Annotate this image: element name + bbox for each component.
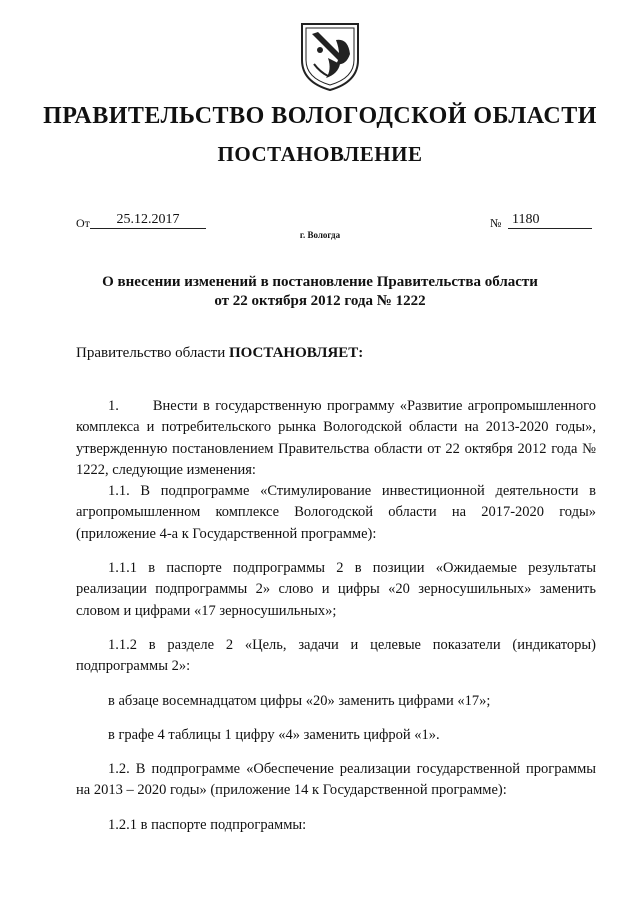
paragraph-1-text: Внести в государственную программу «Развитие агропромышленного комплекса и потребительского рынка Вологодской области на 2013-2020 годы», утвержденную постановлением Правительства области от 22 октября 2012 года № 1222, следующие изменения: xyxy=(76,398,596,478)
paragraph-eighteenth: в абзаце восемнадцатом цифры «20» заменить цифрами «17»; xyxy=(108,692,491,709)
paragraph-1-1-1: 1.1.1 в паспорте подпрограммы 2 в позиции «Ожидаемые результаты реализации подпрограммы 2» слово и цифры «20 зерносушильных» заменить словом и цифрами «17 зерносушильных»; xyxy=(76,560,596,619)
resolves-word: ПОСТАНОВЛЯЕТ: xyxy=(228,345,364,361)
coat-of-arms-icon xyxy=(298,20,362,92)
resolves-line xyxy=(76,345,363,362)
document-title-line2: от 22 октября 2012 года № 1222 xyxy=(214,293,426,309)
document-date: 25.12.2017 xyxy=(90,212,206,229)
resolves-prefix: Правительство области xyxy=(76,345,226,361)
paragraph-1 xyxy=(76,396,596,481)
city: г. Вологда xyxy=(299,230,341,240)
paragraph-1-number: 1. xyxy=(108,398,119,414)
document-number: 1180 xyxy=(508,212,592,229)
government-name: ПРАВИТЕЛЬСТВО ВОЛОГОДСКОЙ ОБЛАСТИ xyxy=(43,103,597,129)
document-title-line1: О внесении изменений в постановление Правительства области xyxy=(102,274,538,290)
paragraph-1-2: 1.2. В подпрограмме «Обеспечение реализации государственной программы на 2013 – 2020 годы» (приложение 14 к Государственной программе): xyxy=(76,761,596,799)
document-type: ПОСТАНОВЛЕНИЕ xyxy=(217,142,423,166)
document-title xyxy=(60,273,580,311)
paragraph-1-1-2: 1.1.2 в разделе 2 «Цель, задачи и целевые показатели (индикаторы) подпрограммы 2»: xyxy=(76,636,596,675)
paragraph-1-2-1: 1.2.1 в паспорте подпрограммы: xyxy=(108,816,307,833)
number-prefix: № xyxy=(490,216,502,230)
paragraph-1-1: 1.1. В подпрограмме «Стимулирование инвестиционной деятельности в агропромышленном комплексе Вологодской области на 2017-2020 годы» (приложение 4-а к Государственной программе): xyxy=(76,483,596,542)
document-body xyxy=(76,396,596,836)
date-prefix: От xyxy=(76,216,90,230)
paragraph-table-1: в графе 4 таблицы 1 цифру «4» заменить цифрой «1». xyxy=(108,726,440,743)
